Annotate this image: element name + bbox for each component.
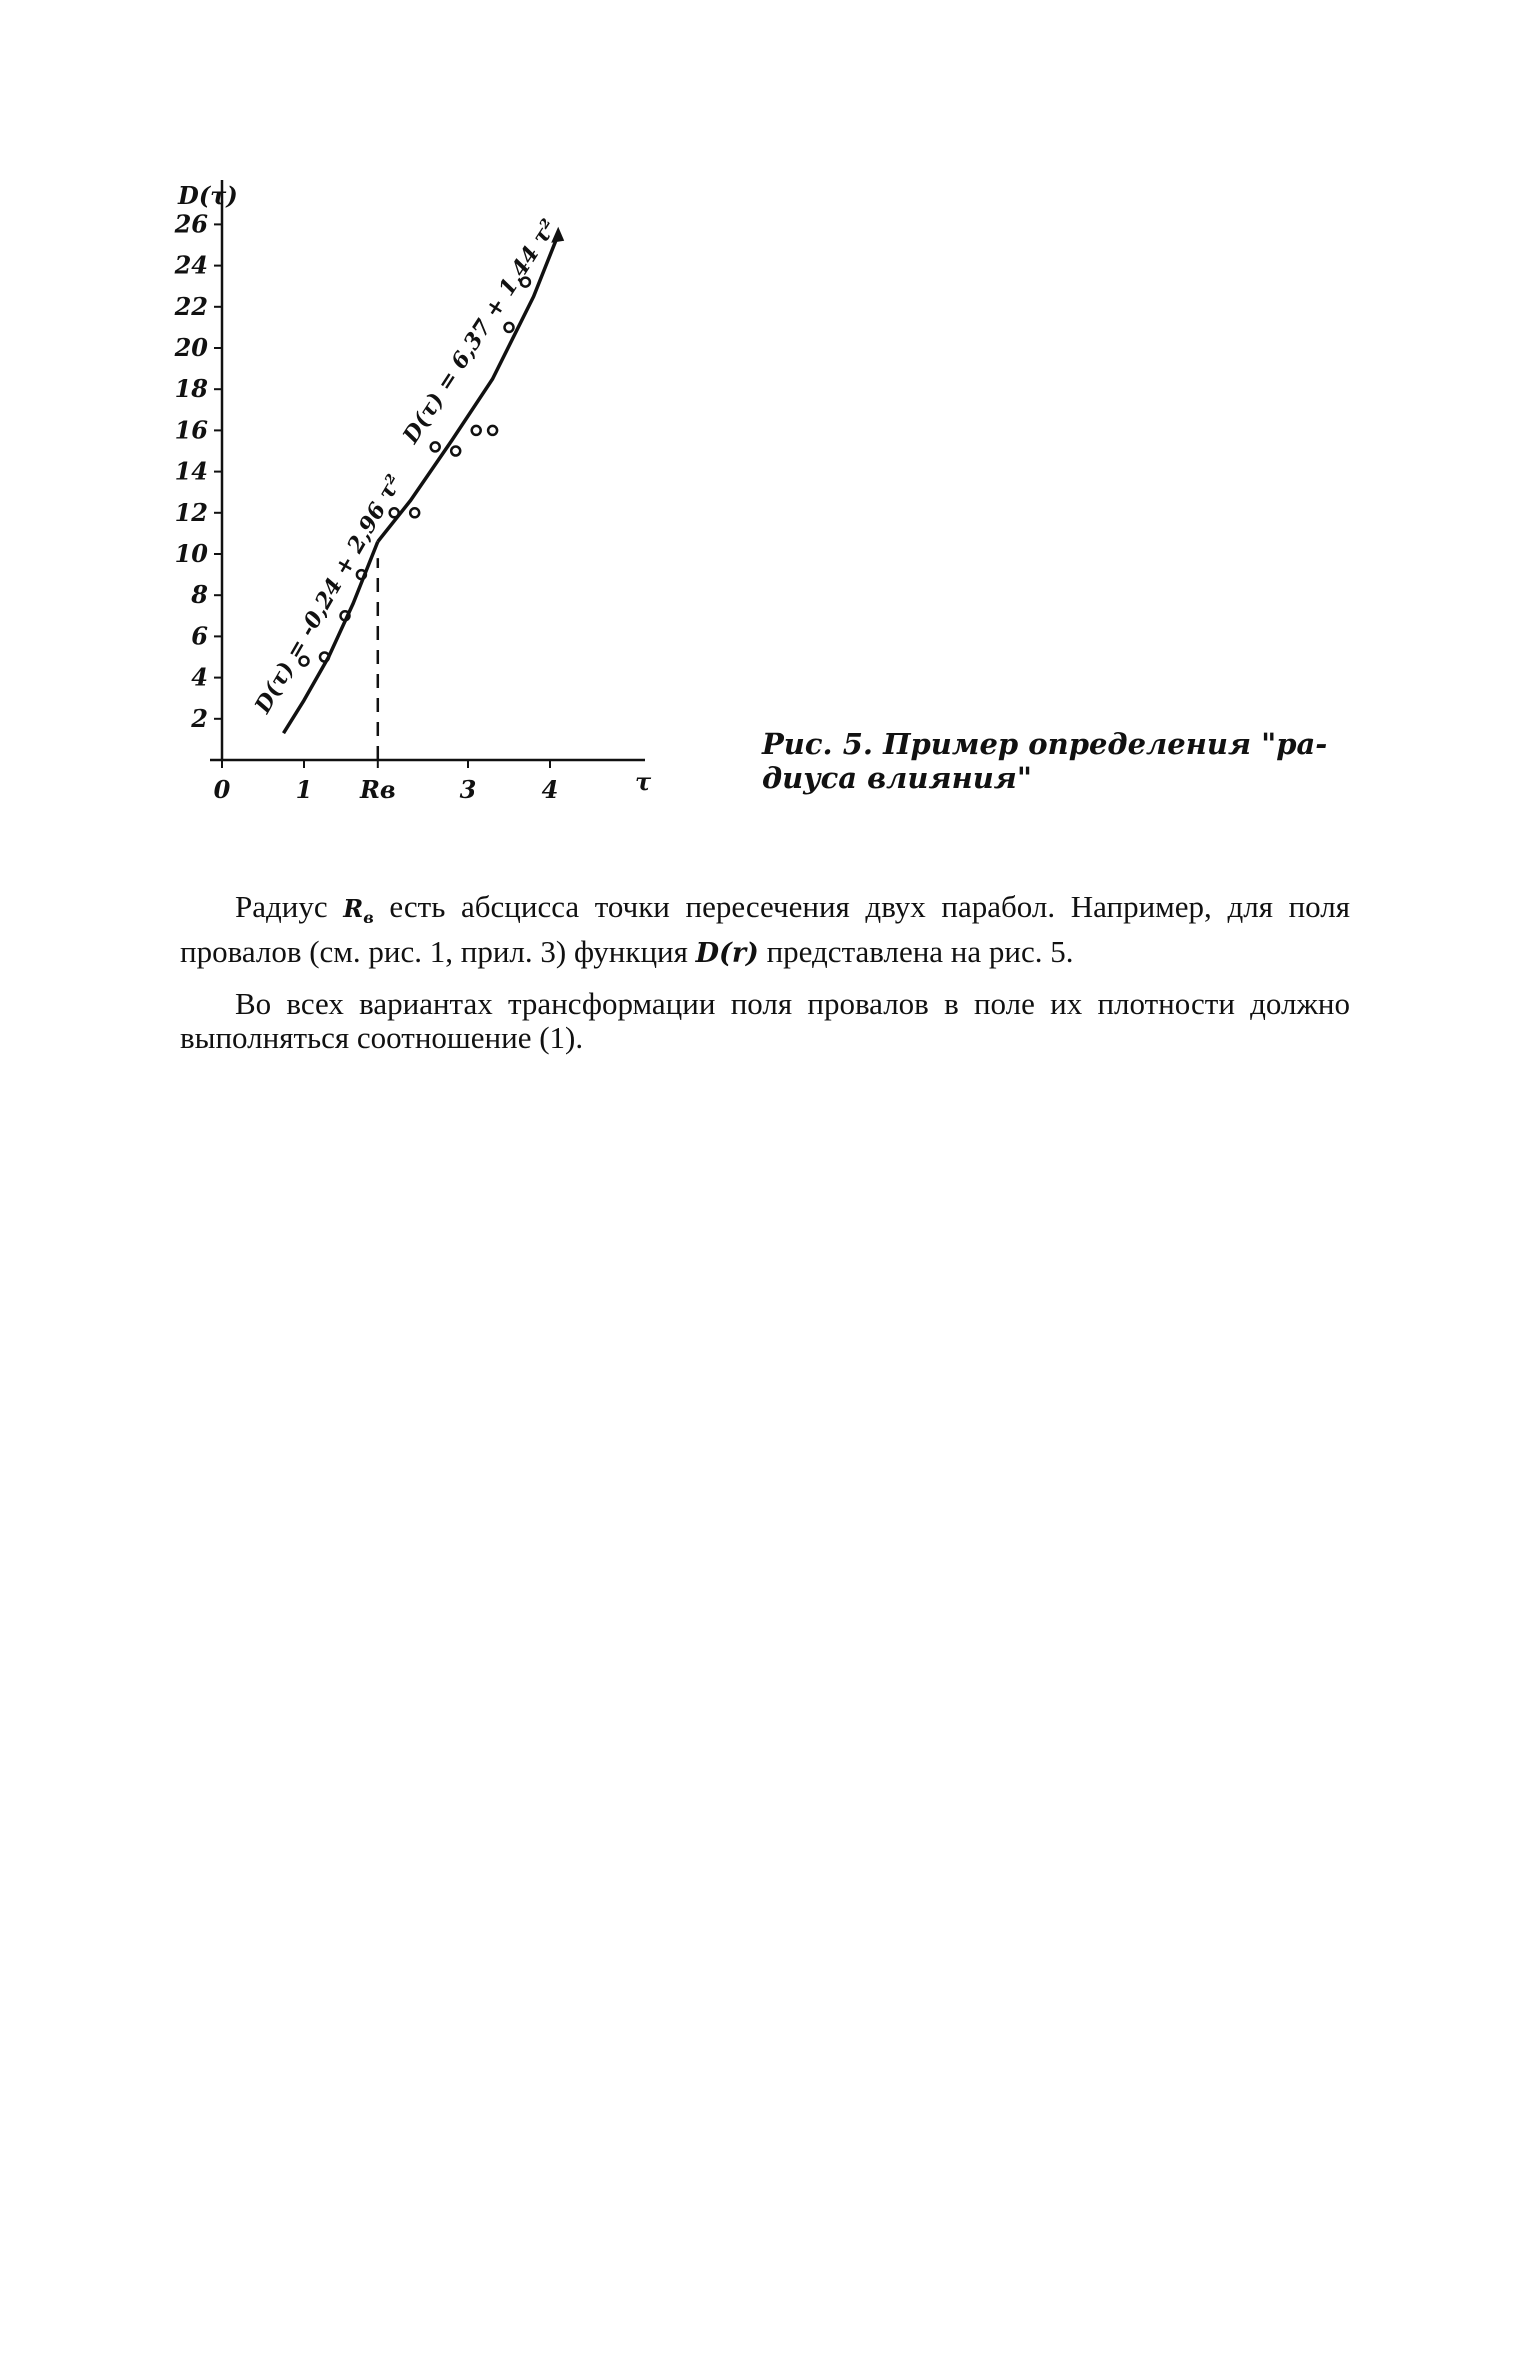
figure-caption <box>762 727 1342 795</box>
data-point <box>451 447 460 456</box>
x-tick-label: Rв <box>359 775 396 804</box>
y-tick-label: 16 <box>174 415 208 445</box>
y-tick-label: 6 <box>191 621 208 651</box>
y-ticks <box>174 209 222 732</box>
x-axis-label: τ <box>635 767 652 796</box>
y-tick-label: 14 <box>174 456 208 486</box>
y-axis-label: D(τ) <box>178 181 238 210</box>
caption-line-2: диуса влияния" <box>762 761 1032 795</box>
y-tick-label: 24 <box>174 250 208 280</box>
y-tick-label: 22 <box>174 291 208 321</box>
y-tick-label: 26 <box>174 209 208 239</box>
x-tick-label: 0 <box>213 775 231 804</box>
curve-label-left: D(τ) = -0,24 + 2,96 τ² <box>249 470 408 718</box>
x-tick-label: 1 <box>295 775 313 804</box>
paragraph-1-post2: представлена на рис. 5. <box>758 933 1074 969</box>
y-tick-label: 18 <box>174 374 208 404</box>
data-point <box>410 508 419 517</box>
rb-symbol: $R_в$ <box>343 894 374 927</box>
y-tick-label: 12 <box>174 497 208 527</box>
y-tick-label: 20 <box>174 333 208 362</box>
curve-label-right: D(τ) = 6,37 + 1,44 τ² <box>397 214 563 449</box>
function-symbol: D(r) <box>695 937 759 969</box>
curve-2 <box>378 235 558 542</box>
x-tick-label: 4 <box>541 775 559 804</box>
y-tick-label: 10 <box>174 539 208 568</box>
curves <box>284 227 565 734</box>
y-tick-label: 4 <box>191 662 208 692</box>
data-point <box>505 323 514 332</box>
x-ticks <box>214 760 559 804</box>
data-point <box>472 426 481 435</box>
data-point <box>431 442 440 451</box>
paragraph-1 <box>180 890 1350 971</box>
paragraph-1-post1: есть абсцисса точки пересечения двух парабол. Например, для поля провалов (см. рис. 1, прил. 3) функция <box>180 889 1351 969</box>
caption-line-1: Рис. 5. Пример определения "ра- <box>762 727 1328 761</box>
paragraph-2: Во всех вариантах трансформации поля провалов в поле их плотности должно выполняться соотношение (1). <box>180 986 1350 1055</box>
x-tick-label: 3 <box>459 775 477 804</box>
y-tick-label: 2 <box>191 703 208 733</box>
paragraph-1-pre: Радиус <box>235 889 328 924</box>
y-tick-label: 8 <box>191 580 208 610</box>
data-point <box>488 426 497 435</box>
chart <box>150 170 710 810</box>
